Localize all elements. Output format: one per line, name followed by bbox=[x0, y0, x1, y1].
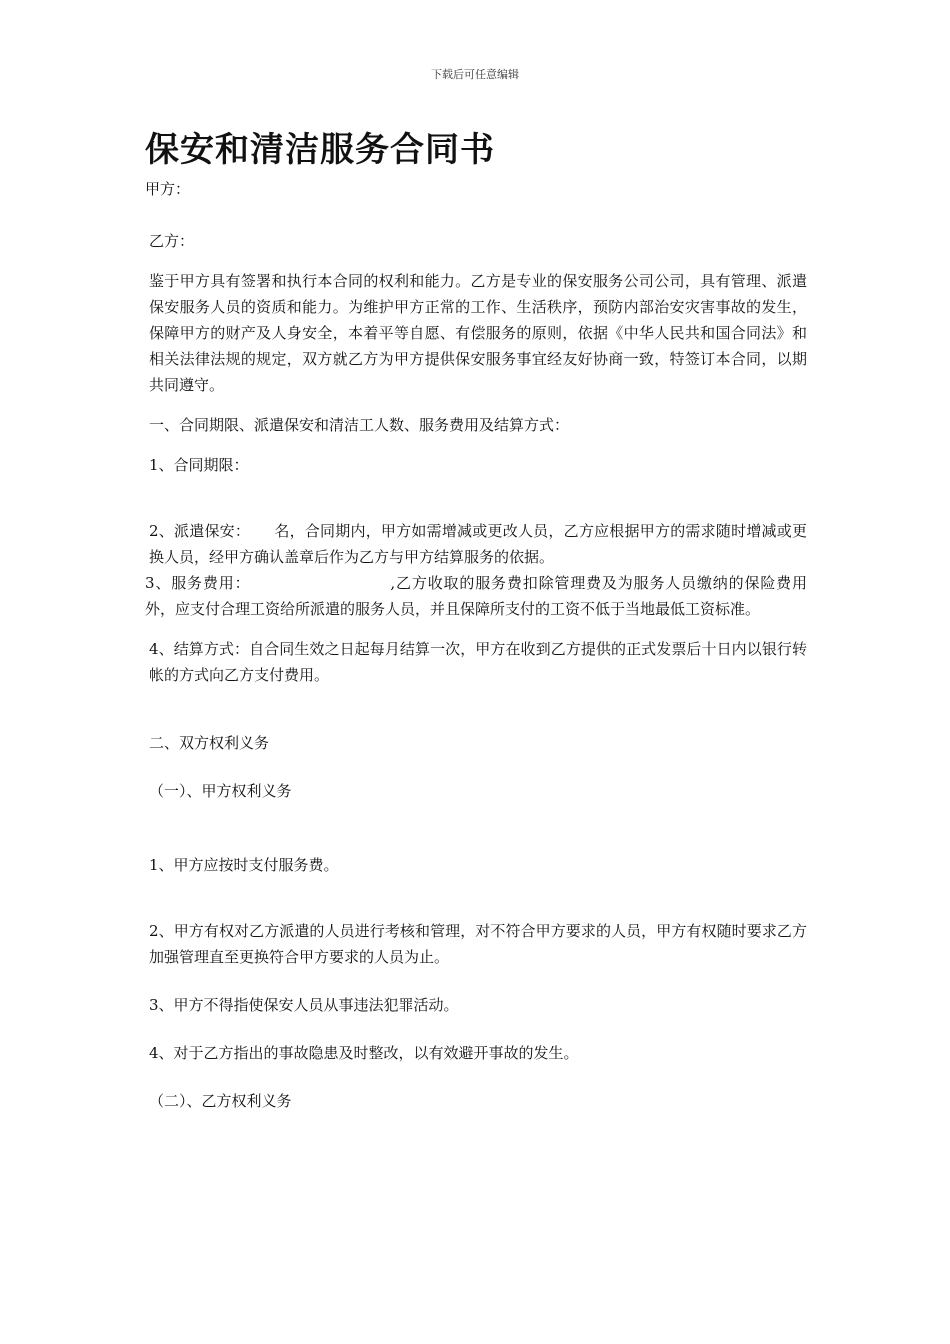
subsection-party-a: （一）、甲方权利义务 bbox=[149, 782, 292, 800]
clause-1-2 bbox=[145, 518, 807, 570]
header-note: 下载后可任意编辑 bbox=[431, 68, 519, 81]
document-title: 保安和清洁服务合同书 bbox=[145, 130, 495, 170]
clause-1-3-label: 3、服务费用： bbox=[145, 574, 251, 592]
clause-1-1: 1、合同期限： bbox=[149, 456, 249, 474]
clause-2-a-2: 2、甲方有权对乙方派遣的人员进行考核和管理，对不符合甲方要求的人员，甲方有权随时要求乙方加强管理直至更换符合甲方要求的人员为止。 bbox=[149, 922, 807, 966]
party-a-line: 甲方： bbox=[145, 180, 191, 198]
document-body bbox=[145, 128, 807, 1114]
section2-heading: 二、双方权利义务 bbox=[149, 734, 270, 752]
clause-1-4: 4、结算方式：自合同生效之日起每月结算一次，甲方在收到乙方提供的正式发票后十日内以银行转帐的方式向乙方支付费用。 bbox=[149, 640, 807, 684]
clause-1-2-label: 2、派遣保安： bbox=[149, 522, 251, 540]
clause-1-3-text: ,乙方收取的服务费扣除管理费及为服务人员缴纳的保险费用外，应支付合理工资给所派遣的服务人员，并且保障所支付的工资不低于当地最低工资标准。 bbox=[145, 574, 807, 618]
clause-2-a-4: 4、对于乙方指出的事故隐患及时整改，以有效避开事故的发生。 bbox=[149, 1044, 579, 1062]
preamble-paragraph: 鉴于甲方具有签署和执行本合同的权利和能力。乙方是专业的保安服务公司公司，具有管理、派遣保安服务人员的资质和能力。为维护甲方正常的工作、生活秩序，预防内部治安灾害事故的发生，保障甲方的财产及人身安全，本着平等自愿、有偿服务的原则，依据《中华人民共和国合同法》和相关法律法规的规定，双方就乙方为甲方提供保安服务事宜经友好协商一致，特签订本合同，以期共同遵守。 bbox=[149, 272, 807, 394]
clause-2-a-1: 1、甲方应按时支付服务费。 bbox=[149, 856, 339, 874]
section1-heading: 一、合同期限、派遣保安和清洁工人数、服务费用及结算方式： bbox=[149, 416, 570, 434]
clause-2-a-3: 3、甲方不得指使保安人员从事违法犯罪活动。 bbox=[149, 996, 459, 1014]
clause-1-3 bbox=[145, 570, 807, 622]
subsection-party-b: （二）、乙方权利义务 bbox=[149, 1092, 292, 1110]
party-b-line: 乙方： bbox=[149, 232, 195, 250]
clause-1-2-text: 名，合同期内，甲方如需增减或更改人员，乙方应根据甲方的需求随时增减或更换人员，经甲方确认盖章后作为乙方与甲方结算服务的依据。 bbox=[149, 522, 807, 566]
